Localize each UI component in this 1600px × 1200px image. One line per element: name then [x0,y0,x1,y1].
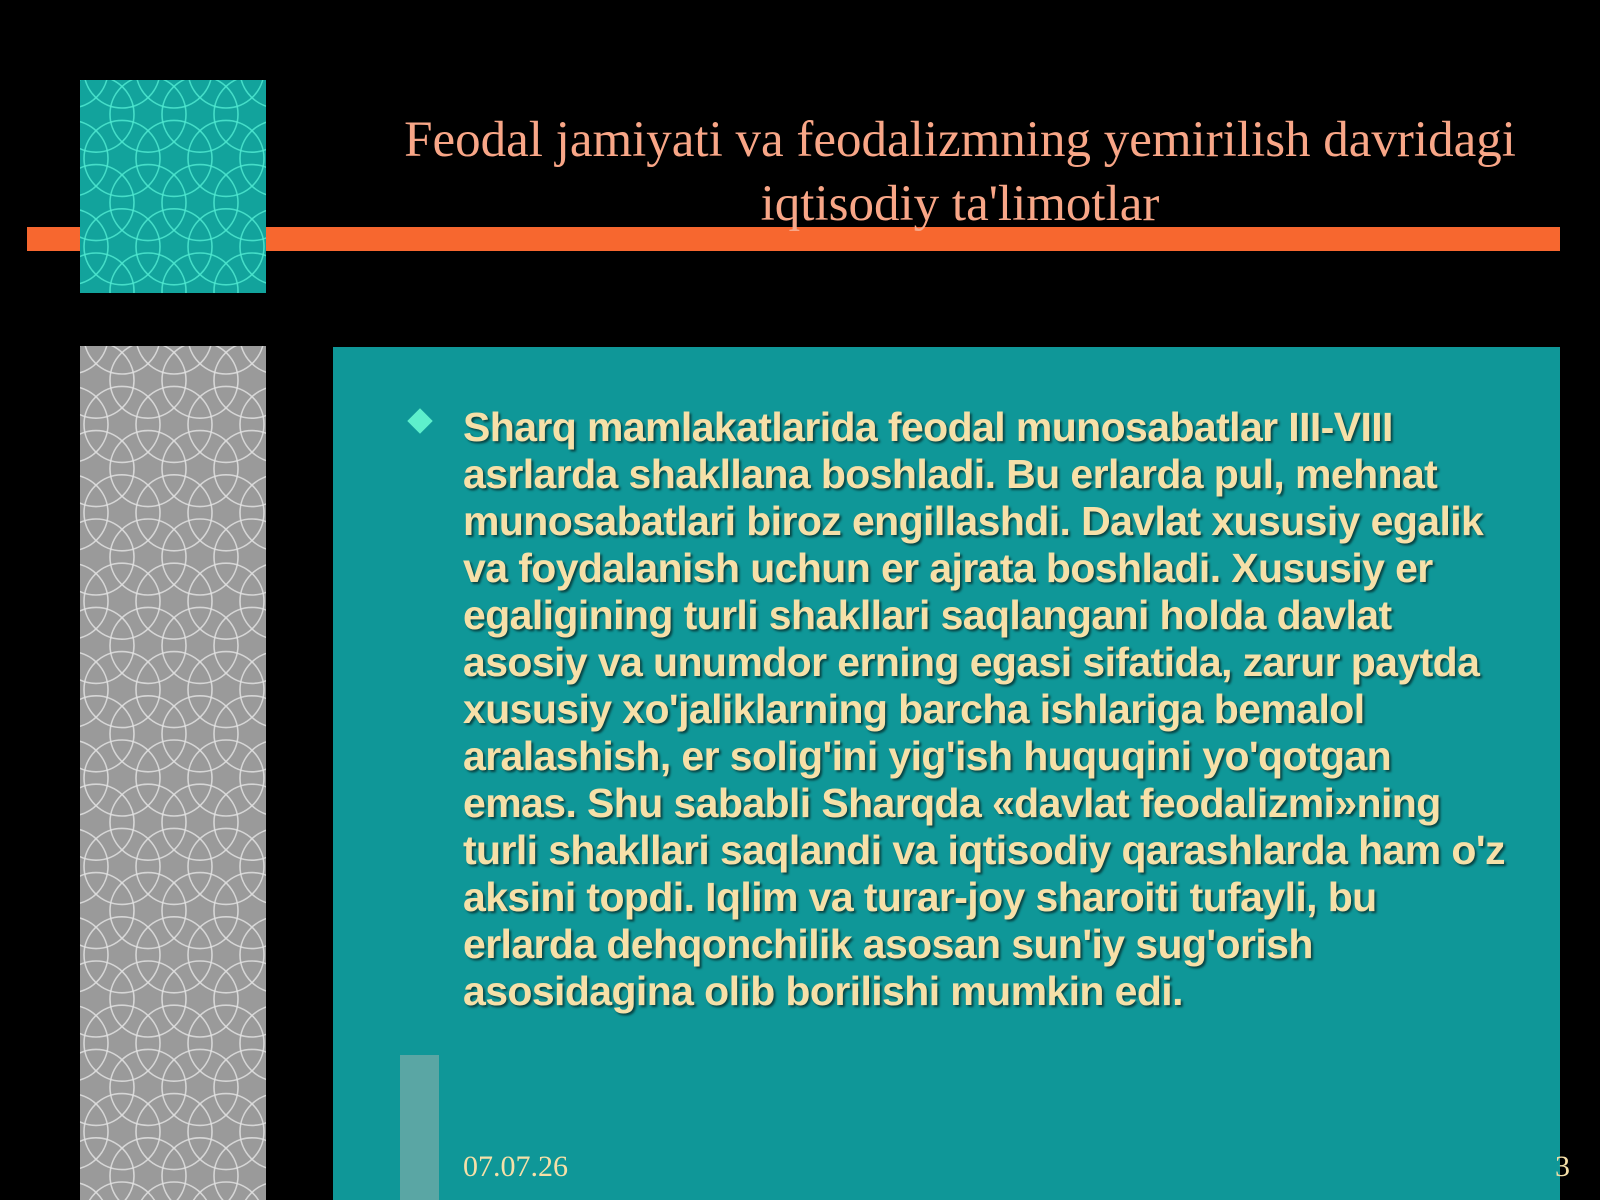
pattern-circle [110,165,186,241]
pattern-circle [188,563,264,639]
pattern-circle [188,209,264,285]
pattern-circle [136,563,212,639]
pattern-circle [110,1049,186,1125]
pattern-circle [110,607,186,683]
pattern-circle [188,828,264,904]
pattern-circle [136,386,212,462]
bullet-text: Sharq mamlakatlarida feodal munosabatlar III-VIII asrlarda shakllana boshladi. Bu erlarda pul, mehnat munosabatlari biroz engillashdi. Davlat xususiy egalik va foydalanish uchun er ajrata boshladi. Xususiy er egaligining turli shakllari saqlangani holda davlat asosiy va unumdor erning egasi sifatida, zarur paytda xususiy xo'jaliklarning barcha ishlariga bemalol aralashish, er solig'ini yig'ish huquqini yo'qotgan emas. Shu sababli Sharqda «davlat feodalizmi»ning turli shakllari saqlandi va iqtisodiy qarashlarda ham o'z aksini topdi. Iqlim va turar-joy sharoiti tufayli, bu erlarda dehqonchilik asosan sun'iy sug'orish asosidagina olib borilishi mumkin edi. [463,404,1505,1014]
pattern-circle [214,431,266,507]
pattern-circle [136,80,212,108]
pattern-circle [214,519,266,595]
pattern-circle [162,80,238,152]
pattern-circle [214,1049,266,1125]
pattern-circle [110,519,186,595]
pattern-circle [162,346,238,418]
pattern-circle [162,873,238,949]
page-number: 3 [1555,1150,1570,1183]
pattern-circle [84,475,160,551]
teal-circles-pattern [80,80,266,293]
pattern-circle [110,346,186,418]
pattern-circle [188,120,264,196]
pattern-circle [214,784,266,860]
pattern-circle [110,873,186,949]
pattern-circle [136,652,212,728]
pattern-circle [188,1094,264,1170]
pattern-circle [162,784,238,860]
pattern-circle [214,961,266,1037]
pattern-circle [110,961,186,1037]
pattern-circle [136,346,212,374]
pattern-circle [84,828,160,904]
pattern-circle [84,1094,160,1170]
pattern-circle [84,740,160,816]
pattern-circle [84,80,160,108]
slide-title: Feodal jamiyati va feodalizmning yemirilish davridagi iqtisodiy ta'limotlar [404,112,1516,232]
pattern-circle [188,80,264,108]
gray-circles-tile [80,346,266,1200]
pattern-circle [110,80,186,152]
pattern-circle [110,431,186,507]
pattern-circle [214,696,266,772]
pattern-circle [84,346,160,374]
pattern-circle [188,475,264,551]
pattern-circle [80,1182,108,1200]
pattern-circle [84,652,160,728]
pattern-circle [162,961,238,1037]
pattern-circle [162,519,238,595]
pattern-circle [136,1005,212,1081]
pattern-circle [188,740,264,816]
pattern-circle [110,696,186,772]
pattern-circle [136,1094,212,1170]
pattern-circle [240,1182,266,1200]
pattern-circle [162,1049,238,1125]
pattern-circle [84,386,160,462]
pattern-circle [84,120,160,196]
pattern-circle [162,431,238,507]
pattern-circle [214,607,266,683]
accent-strip [400,1055,439,1200]
pattern-circle [136,740,212,816]
pattern-circle [136,120,212,196]
pattern-circle [136,917,212,993]
pattern-circle [136,828,212,904]
pattern-circle [214,165,266,241]
footer-date: 07.07.26 [463,1150,568,1183]
pattern-circle [162,696,238,772]
pattern-circle [136,475,212,551]
pattern-circle [110,784,186,860]
pattern-circle [84,209,160,285]
teal-circles-tile [80,80,266,293]
pattern-circle [84,563,160,639]
pattern-circle [188,346,264,374]
pattern-circle [188,386,264,462]
pattern-circle [110,253,186,293]
pattern-circle [162,165,238,241]
pattern-circle [136,209,212,285]
pattern-circle [84,917,160,993]
gray-circles-pattern [80,346,266,1200]
pattern-circle [188,1005,264,1081]
pattern-circle [188,652,264,728]
pattern-circle [214,873,266,949]
pattern-circle [162,607,238,683]
pattern-circle [84,1005,160,1081]
pattern-circle [80,253,134,293]
pattern-circle [162,253,238,293]
pattern-circle [188,917,264,993]
